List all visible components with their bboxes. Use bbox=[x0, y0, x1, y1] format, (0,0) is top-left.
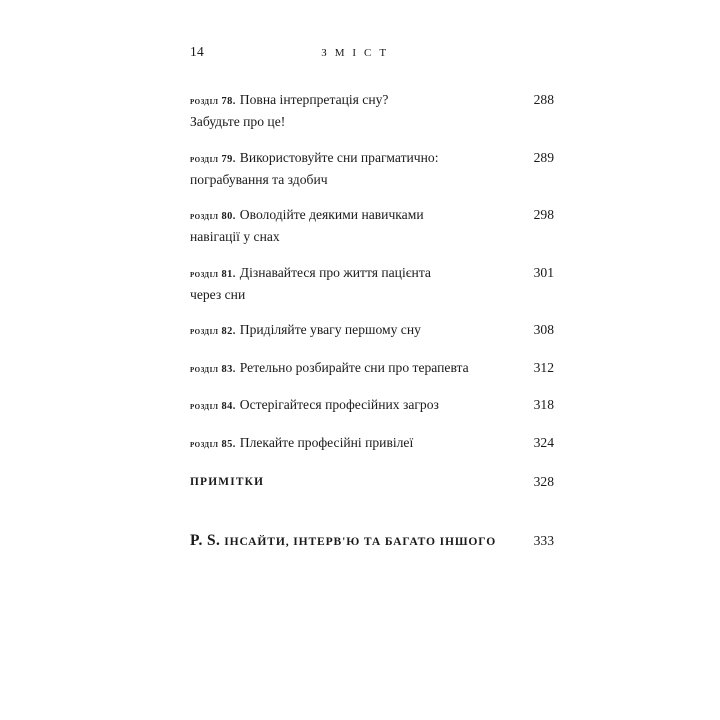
chapter-label: розділ 85. bbox=[190, 438, 236, 450]
toc-entry-page: 308 bbox=[533, 322, 554, 337]
table-of-contents bbox=[190, 90, 554, 550]
toc-entry-line bbox=[190, 263, 510, 285]
chapter-label: розділ 83. bbox=[190, 363, 236, 375]
ps-subtitle: ІНСАЙТИ, ІНТЕРВ'Ю ТА БАГАТО ІНШОГО bbox=[224, 534, 497, 548]
toc-entry[interactable] bbox=[190, 395, 554, 417]
toc-entry-notes[interactable] bbox=[190, 472, 554, 492]
toc-entry[interactable] bbox=[190, 205, 554, 247]
toc-entry-line: пограбування та здобич bbox=[190, 171, 328, 187]
toc-entry-page: 318 bbox=[533, 397, 554, 412]
page-folio: 14 bbox=[190, 44, 204, 59]
toc-entry-line: навігації у снах bbox=[190, 229, 280, 244]
toc-entry-title: Плекайте професійні привілеї bbox=[239, 434, 414, 450]
toc-entry-text bbox=[190, 148, 520, 190]
toc-entry-ps[interactable] bbox=[190, 532, 554, 550]
toc-entry-page: 289 bbox=[533, 149, 554, 165]
chapter-label: розділ 79. bbox=[190, 153, 236, 165]
toc-entry-text bbox=[190, 263, 520, 305]
toc-entry-page: 288 bbox=[533, 92, 554, 107]
running-head bbox=[190, 44, 544, 64]
toc-entry-text bbox=[190, 433, 520, 455]
toc-entry-line: через сни bbox=[190, 286, 246, 302]
toc-entry-line: Забудьте про це! bbox=[190, 114, 286, 129]
toc-entry-text bbox=[190, 205, 520, 247]
chapter-label: розділ 80. bbox=[190, 211, 236, 222]
toc-entry-text bbox=[190, 395, 520, 417]
toc-entry-line bbox=[190, 433, 510, 455]
toc-entry-page: 301 bbox=[533, 264, 554, 280]
ps-text bbox=[190, 532, 520, 550]
toc-entry-text bbox=[190, 472, 520, 492]
toc-entry-title: Приділяйте увагу першому сну bbox=[239, 322, 421, 337]
chapter-label: розділ 81. bbox=[190, 268, 236, 280]
toc-entry-page: 312 bbox=[533, 359, 554, 375]
toc-entry-title: Ретельно розбирайте сни про терапевта bbox=[239, 359, 469, 375]
ps-mark: P. S. bbox=[190, 531, 221, 549]
toc-entry-title: Остерігайтеся професійних загроз bbox=[239, 397, 439, 412]
toc-entry[interactable] bbox=[190, 263, 554, 305]
toc-entry-text bbox=[190, 320, 520, 342]
toc-entry-line bbox=[190, 358, 510, 380]
section-title: З М І С Т bbox=[321, 47, 389, 59]
toc-entry-line bbox=[190, 205, 510, 227]
toc-entry[interactable] bbox=[190, 320, 554, 342]
toc-entry-page: 328 bbox=[533, 473, 554, 489]
chapter-label: розділ 84. bbox=[190, 401, 236, 412]
chapter-label: розділ 78. bbox=[190, 96, 236, 107]
toc-entry-line bbox=[190, 395, 510, 417]
toc-entry[interactable] bbox=[190, 433, 554, 455]
toc-entry[interactable] bbox=[190, 358, 554, 380]
toc-entry-title: Дізнавайтеся про життя пацієнта bbox=[239, 264, 431, 280]
toc-entry-page: 324 bbox=[533, 434, 554, 450]
toc-entry-page: 298 bbox=[533, 207, 554, 222]
toc-entry-text bbox=[190, 358, 520, 380]
toc-entry-title: Повна інтерпретація сну? bbox=[239, 92, 389, 107]
toc-entry-text bbox=[190, 90, 520, 132]
toc-entry-title: Оволодійте деякими навичками bbox=[239, 207, 424, 222]
toc-entry-line bbox=[190, 90, 510, 112]
toc-entry[interactable] bbox=[190, 148, 554, 190]
toc-entry-line bbox=[190, 148, 510, 170]
notes-label: ПРИМІТКИ bbox=[190, 475, 265, 488]
toc-entry-line bbox=[190, 320, 510, 342]
toc-entry[interactable] bbox=[190, 90, 554, 132]
ps-page: 333 bbox=[533, 532, 554, 548]
chapter-label: розділ 82. bbox=[190, 326, 236, 337]
toc-entry-title: Використовуйте сни прагматично: bbox=[239, 149, 439, 165]
